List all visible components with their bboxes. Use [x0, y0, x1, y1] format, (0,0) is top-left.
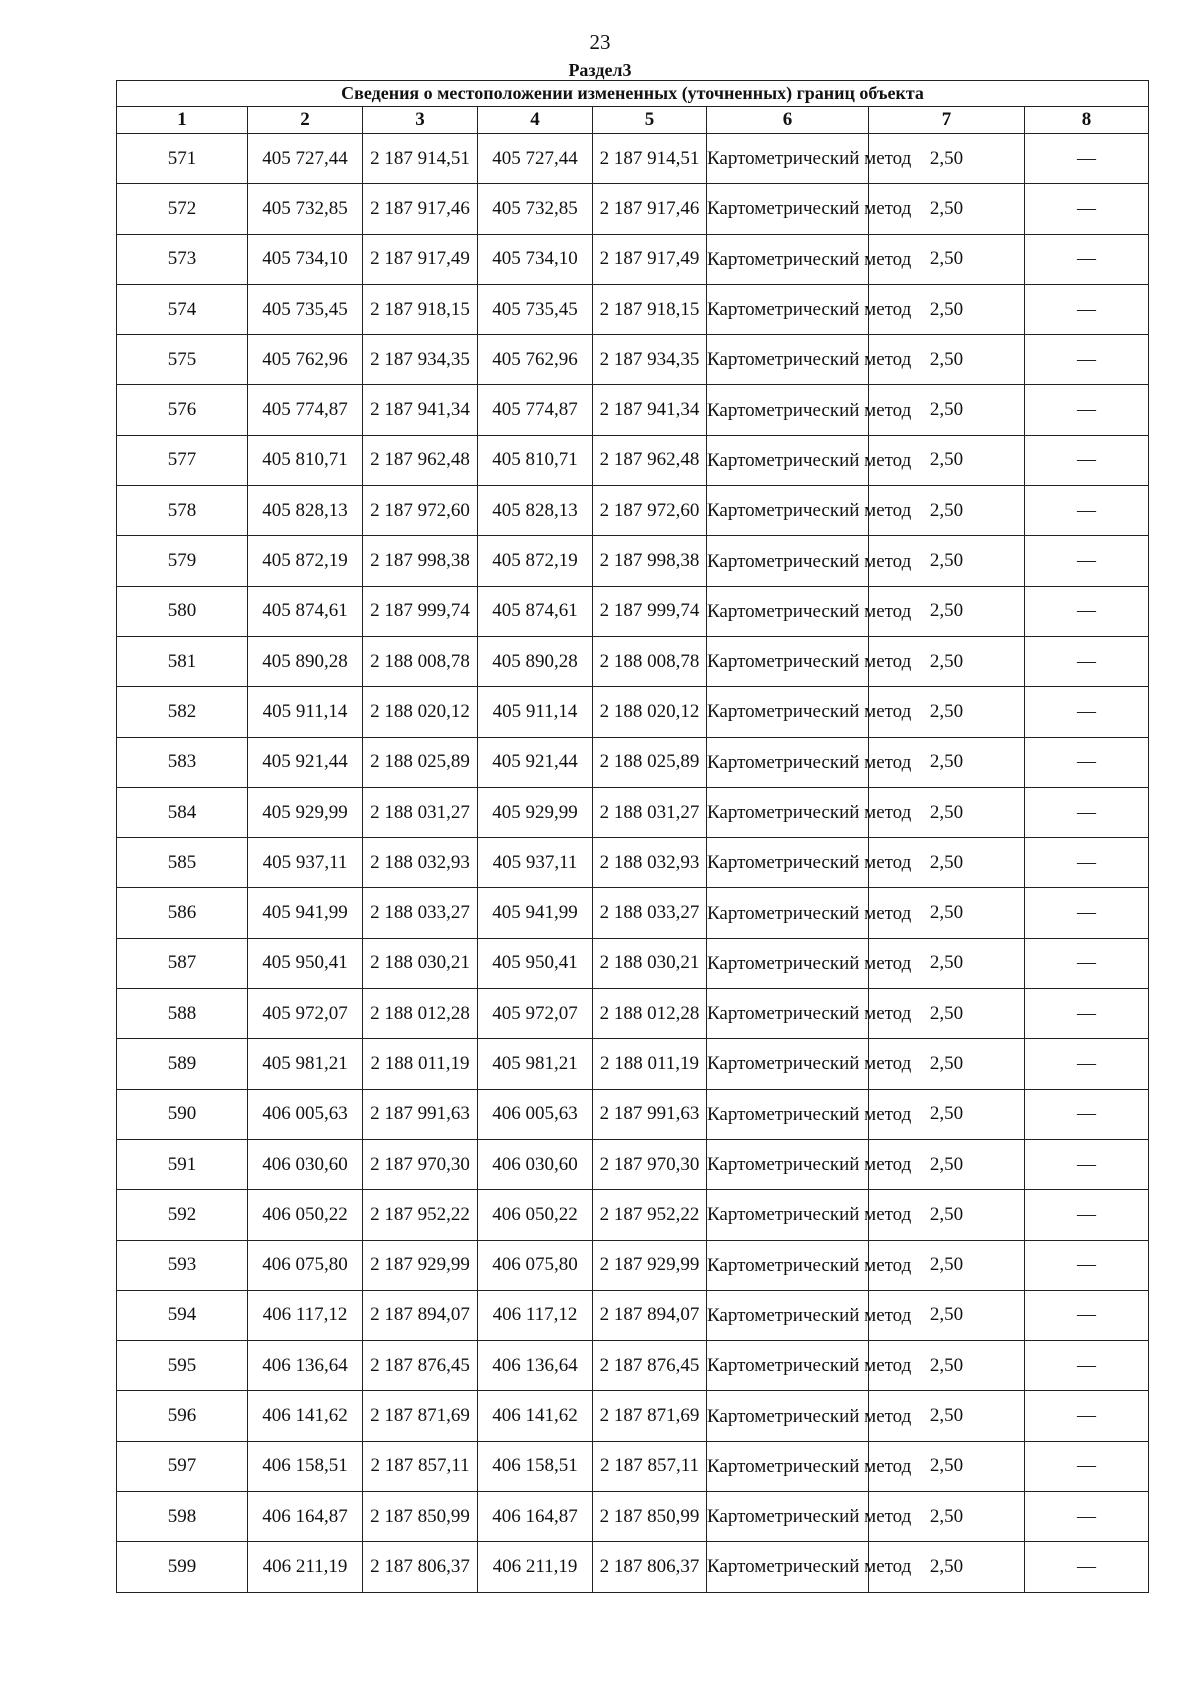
- table-row: [117, 838, 1149, 888]
- x-refined-cell: 405 828,13: [478, 486, 593, 536]
- y-refined-cell: 2 188 020,12: [593, 687, 707, 737]
- x-refined-cell: 406 211,19: [478, 1542, 593, 1592]
- x-refined-cell: 405 774,87: [478, 385, 593, 435]
- method-cell: Картометрический метод: [707, 1089, 869, 1139]
- point-number-cell: 590: [117, 1089, 248, 1139]
- y-existing-cell: 2 187 806,37: [363, 1542, 478, 1592]
- x-refined-cell: 405 950,41: [478, 938, 593, 988]
- y-refined-cell: 2 187 871,69: [593, 1391, 707, 1441]
- x-refined-cell: 405 762,96: [478, 335, 593, 385]
- y-existing-cell: 2 187 850,99: [363, 1492, 478, 1542]
- y-existing-cell: 2 188 031,27: [363, 787, 478, 837]
- y-existing-cell: 2 187 914,51: [363, 134, 478, 184]
- column-header: 5: [593, 107, 707, 134]
- y-refined-cell: 2 188 011,19: [593, 1039, 707, 1089]
- y-refined-cell: 2 187 857,11: [593, 1441, 707, 1491]
- accuracy-cell: 2,50: [869, 1341, 1025, 1391]
- method-cell: Картометрический метод: [707, 1341, 869, 1391]
- table-row: [117, 435, 1149, 485]
- x-refined-cell: 406 158,51: [478, 1441, 593, 1491]
- x-existing-cell: 405 810,71: [248, 435, 363, 485]
- table-row: [117, 486, 1149, 536]
- method-cell: Картометрический метод: [707, 888, 869, 938]
- method-cell: Картометрический метод: [707, 1039, 869, 1089]
- x-existing-cell: 406 158,51: [248, 1441, 363, 1491]
- x-refined-cell: 406 136,64: [478, 1341, 593, 1391]
- column-header: 8: [1025, 107, 1149, 134]
- accuracy-cell: 2,50: [869, 1039, 1025, 1089]
- accuracy-cell: 2,50: [869, 737, 1025, 787]
- accuracy-cell: 2,50: [869, 134, 1025, 184]
- note-cell: —: [1025, 486, 1149, 536]
- point-number-cell: 581: [117, 636, 248, 686]
- y-existing-cell: 2 188 020,12: [363, 687, 478, 737]
- point-number-cell: 575: [117, 335, 248, 385]
- accuracy-cell: 2,50: [869, 536, 1025, 586]
- method-cell: Картометрический метод: [707, 1290, 869, 1340]
- x-existing-cell: 405 774,87: [248, 385, 363, 435]
- x-existing-cell: 405 941,99: [248, 888, 363, 938]
- point-number-cell: 592: [117, 1190, 248, 1240]
- x-existing-cell: 405 872,19: [248, 536, 363, 586]
- method-cell: Картометрический метод: [707, 586, 869, 636]
- accuracy-cell: 2,50: [869, 184, 1025, 234]
- point-number-cell: 578: [117, 486, 248, 536]
- y-refined-cell: 2 187 934,35: [593, 335, 707, 385]
- y-refined-cell: 2 187 998,38: [593, 536, 707, 586]
- y-existing-cell: 2 188 030,21: [363, 938, 478, 988]
- table-row: [117, 737, 1149, 787]
- note-cell: —: [1025, 1441, 1149, 1491]
- y-existing-cell: 2 188 012,28: [363, 989, 478, 1039]
- accuracy-cell: 2,50: [869, 636, 1025, 686]
- x-existing-cell: 406 136,64: [248, 1341, 363, 1391]
- method-cell: Картометрический метод: [707, 989, 869, 1039]
- x-refined-cell: 405 921,44: [478, 737, 593, 787]
- column-header: 1: [117, 107, 248, 134]
- y-refined-cell: 2 187 914,51: [593, 134, 707, 184]
- x-existing-cell: 405 727,44: [248, 134, 363, 184]
- point-number-cell: 594: [117, 1290, 248, 1340]
- note-cell: —: [1025, 1391, 1149, 1441]
- note-cell: —: [1025, 234, 1149, 284]
- point-number-cell: 571: [117, 134, 248, 184]
- note-cell: —: [1025, 787, 1149, 837]
- y-existing-cell: 2 188 033,27: [363, 888, 478, 938]
- accuracy-cell: 2,50: [869, 1240, 1025, 1290]
- table-row: [117, 938, 1149, 988]
- y-existing-cell: 2 187 999,74: [363, 586, 478, 636]
- note-cell: —: [1025, 636, 1149, 686]
- note-cell: —: [1025, 989, 1149, 1039]
- note-cell: —: [1025, 1139, 1149, 1189]
- accuracy-cell: 2,50: [869, 1290, 1025, 1340]
- page-number: 23: [589, 30, 611, 54]
- table-row: [117, 636, 1149, 686]
- x-refined-cell: 405 734,10: [478, 234, 593, 284]
- y-refined-cell: 2 187 806,37: [593, 1542, 707, 1592]
- y-existing-cell: 2 187 991,63: [363, 1089, 478, 1139]
- x-refined-cell: 405 972,07: [478, 989, 593, 1039]
- accuracy-cell: 2,50: [869, 838, 1025, 888]
- accuracy-cell: 2,50: [869, 435, 1025, 485]
- note-cell: —: [1025, 737, 1149, 787]
- point-number-cell: 599: [117, 1542, 248, 1592]
- method-cell: Картометрический метод: [707, 787, 869, 837]
- column-header: 4: [478, 107, 593, 134]
- y-refined-cell: 2 188 008,78: [593, 636, 707, 686]
- note-cell: —: [1025, 1190, 1149, 1240]
- accuracy-cell: 2,50: [869, 385, 1025, 435]
- method-cell: Картометрический метод: [707, 134, 869, 184]
- y-refined-cell: 2 187 972,60: [593, 486, 707, 536]
- x-refined-cell: 405 981,21: [478, 1039, 593, 1089]
- note-cell: —: [1025, 687, 1149, 737]
- y-refined-cell: 2 187 917,49: [593, 234, 707, 284]
- x-existing-cell: 406 164,87: [248, 1492, 363, 1542]
- table-row: [117, 234, 1149, 284]
- column-header: 2: [248, 107, 363, 134]
- note-cell: —: [1025, 184, 1149, 234]
- x-existing-cell: 405 921,44: [248, 737, 363, 787]
- table-row: [117, 1190, 1149, 1240]
- table-row: [117, 1492, 1149, 1542]
- x-existing-cell: 406 050,22: [248, 1190, 363, 1240]
- y-refined-cell: 2 187 991,63: [593, 1089, 707, 1139]
- point-number-cell: 587: [117, 938, 248, 988]
- x-existing-cell: 405 981,21: [248, 1039, 363, 1089]
- accuracy-cell: 2,50: [869, 687, 1025, 737]
- column-header: 6: [707, 107, 869, 134]
- x-existing-cell: 406 005,63: [248, 1089, 363, 1139]
- x-existing-cell: 405 762,96: [248, 335, 363, 385]
- x-existing-cell: 405 911,14: [248, 687, 363, 737]
- table-row: [117, 1039, 1149, 1089]
- x-existing-cell: 405 972,07: [248, 989, 363, 1039]
- y-refined-cell: 2 187 850,99: [593, 1492, 707, 1542]
- x-refined-cell: 406 164,87: [478, 1492, 593, 1542]
- y-refined-cell: 2 188 025,89: [593, 737, 707, 787]
- method-cell: Картометрический метод: [707, 1139, 869, 1189]
- y-refined-cell: 2 187 962,48: [593, 435, 707, 485]
- point-number-cell: 595: [117, 1341, 248, 1391]
- column-header: 3: [363, 107, 478, 134]
- x-refined-cell: 406 005,63: [478, 1089, 593, 1139]
- y-refined-cell: 2 188 032,93: [593, 838, 707, 888]
- y-existing-cell: 2 187 998,38: [363, 536, 478, 586]
- note-cell: —: [1025, 536, 1149, 586]
- method-cell: Картометрический метод: [707, 1240, 869, 1290]
- accuracy-cell: 2,50: [869, 989, 1025, 1039]
- x-existing-cell: 406 117,12: [248, 1290, 363, 1340]
- point-number-cell: 580: [117, 586, 248, 636]
- method-cell: Картометрический метод: [707, 687, 869, 737]
- x-refined-cell: 405 872,19: [478, 536, 593, 586]
- x-refined-cell: 405 874,61: [478, 586, 593, 636]
- x-refined-cell: 405 941,99: [478, 888, 593, 938]
- point-number-cell: 596: [117, 1391, 248, 1441]
- point-number-cell: 577: [117, 435, 248, 485]
- note-cell: —: [1025, 938, 1149, 988]
- point-number-cell: 576: [117, 385, 248, 435]
- x-existing-cell: 405 828,13: [248, 486, 363, 536]
- x-existing-cell: 405 929,99: [248, 787, 363, 837]
- method-cell: Картометрический метод: [707, 184, 869, 234]
- point-number-cell: 579: [117, 536, 248, 586]
- point-number-cell: 588: [117, 989, 248, 1039]
- y-existing-cell: 2 187 962,48: [363, 435, 478, 485]
- x-refined-cell: 406 117,12: [478, 1290, 593, 1340]
- method-cell: Картометрический метод: [707, 737, 869, 787]
- table-title-row: [117, 81, 1149, 107]
- x-existing-cell: 406 141,62: [248, 1391, 363, 1441]
- x-refined-cell: 405 727,44: [478, 134, 593, 184]
- method-cell: Картометрический метод: [707, 486, 869, 536]
- method-cell: Картометрический метод: [707, 1190, 869, 1240]
- x-existing-cell: 405 950,41: [248, 938, 363, 988]
- table-row: [117, 134, 1149, 184]
- table-row: [117, 687, 1149, 737]
- table-row: [117, 284, 1149, 334]
- x-refined-cell: 405 937,11: [478, 838, 593, 888]
- method-cell: Картометрический метод: [707, 536, 869, 586]
- accuracy-cell: 2,50: [869, 938, 1025, 988]
- y-refined-cell: 2 187 970,30: [593, 1139, 707, 1189]
- y-refined-cell: 2 187 929,99: [593, 1240, 707, 1290]
- point-number-cell: 583: [117, 737, 248, 787]
- note-cell: —: [1025, 385, 1149, 435]
- x-existing-cell: 406 030,60: [248, 1139, 363, 1189]
- y-refined-cell: 2 187 952,22: [593, 1190, 707, 1240]
- x-refined-cell: 405 929,99: [478, 787, 593, 837]
- note-cell: —: [1025, 1089, 1149, 1139]
- y-refined-cell: 2 188 012,28: [593, 989, 707, 1039]
- y-refined-cell: 2 188 033,27: [593, 888, 707, 938]
- y-refined-cell: 2 187 876,45: [593, 1341, 707, 1391]
- y-refined-cell: 2 187 917,46: [593, 184, 707, 234]
- x-existing-cell: 405 874,61: [248, 586, 363, 636]
- y-existing-cell: 2 187 972,60: [363, 486, 478, 536]
- y-existing-cell: 2 188 008,78: [363, 636, 478, 686]
- point-number-cell: 591: [117, 1139, 248, 1189]
- y-existing-cell: 2 187 894,07: [363, 1290, 478, 1340]
- method-cell: Картометрический метод: [707, 1441, 869, 1491]
- x-refined-cell: 406 030,60: [478, 1139, 593, 1189]
- table-row: [117, 1441, 1149, 1491]
- table-row: [117, 1542, 1149, 1592]
- x-existing-cell: 405 732,85: [248, 184, 363, 234]
- accuracy-cell: 2,50: [869, 1391, 1025, 1441]
- x-refined-cell: 405 911,14: [478, 687, 593, 737]
- accuracy-cell: 2,50: [869, 1089, 1025, 1139]
- x-existing-cell: 406 211,19: [248, 1542, 363, 1592]
- accuracy-cell: 2,50: [869, 284, 1025, 334]
- point-number-cell: 598: [117, 1492, 248, 1542]
- method-cell: Картометрический метод: [707, 335, 869, 385]
- y-refined-cell: 2 187 999,74: [593, 586, 707, 636]
- table-row: [117, 1240, 1149, 1290]
- method-cell: Картометрический метод: [707, 385, 869, 435]
- method-cell: Картометрический метод: [707, 636, 869, 686]
- method-cell: Картометрический метод: [707, 435, 869, 485]
- method-cell: Картометрический метод: [707, 838, 869, 888]
- x-existing-cell: 405 890,28: [248, 636, 363, 686]
- note-cell: —: [1025, 335, 1149, 385]
- accuracy-cell: 2,50: [869, 486, 1025, 536]
- note-cell: —: [1025, 1492, 1149, 1542]
- y-existing-cell: 2 187 871,69: [363, 1391, 478, 1441]
- point-number-cell: 593: [117, 1240, 248, 1290]
- table-row: [117, 888, 1149, 938]
- table-row: [117, 184, 1149, 234]
- accuracy-cell: 2,50: [869, 1139, 1025, 1189]
- note-cell: —: [1025, 838, 1149, 888]
- point-number-cell: 574: [117, 284, 248, 334]
- y-existing-cell: 2 188 025,89: [363, 737, 478, 787]
- note-cell: —: [1025, 586, 1149, 636]
- note-cell: —: [1025, 1542, 1149, 1592]
- column-number-row: [117, 107, 1149, 134]
- y-existing-cell: 2 187 857,11: [363, 1441, 478, 1491]
- accuracy-cell: 2,50: [869, 888, 1025, 938]
- note-cell: —: [1025, 1290, 1149, 1340]
- table-row: [117, 536, 1149, 586]
- y-existing-cell: 2 187 876,45: [363, 1341, 478, 1391]
- y-existing-cell: 2 187 918,15: [363, 284, 478, 334]
- point-number-cell: 585: [117, 838, 248, 888]
- x-existing-cell: 406 075,80: [248, 1240, 363, 1290]
- note-cell: —: [1025, 1341, 1149, 1391]
- x-refined-cell: 405 732,85: [478, 184, 593, 234]
- y-existing-cell: 2 187 917,49: [363, 234, 478, 284]
- y-refined-cell: 2 187 918,15: [593, 284, 707, 334]
- y-existing-cell: 2 187 929,99: [363, 1240, 478, 1290]
- note-cell: —: [1025, 888, 1149, 938]
- note-cell: —: [1025, 134, 1149, 184]
- accuracy-cell: 2,50: [869, 1441, 1025, 1491]
- table-row: [117, 989, 1149, 1039]
- x-refined-cell: 406 141,62: [478, 1391, 593, 1441]
- note-cell: —: [1025, 435, 1149, 485]
- accuracy-cell: 2,50: [869, 1542, 1025, 1592]
- table-row: [117, 1341, 1149, 1391]
- method-cell: Картометрический метод: [707, 938, 869, 988]
- x-refined-cell: 405 890,28: [478, 636, 593, 686]
- accuracy-cell: 2,50: [869, 234, 1025, 284]
- method-cell: Картометрический метод: [707, 1492, 869, 1542]
- y-existing-cell: 2 187 934,35: [363, 335, 478, 385]
- point-number-cell: 584: [117, 787, 248, 837]
- x-existing-cell: 405 937,11: [248, 838, 363, 888]
- y-refined-cell: 2 187 894,07: [593, 1290, 707, 1340]
- point-number-cell: 573: [117, 234, 248, 284]
- y-refined-cell: 2 187 941,34: [593, 385, 707, 435]
- accuracy-cell: 2,50: [869, 586, 1025, 636]
- table-row: [117, 1290, 1149, 1340]
- column-header: 7: [869, 107, 1025, 134]
- point-number-cell: 572: [117, 184, 248, 234]
- y-existing-cell: 2 187 917,46: [363, 184, 478, 234]
- point-number-cell: 582: [117, 687, 248, 737]
- y-existing-cell: 2 187 952,22: [363, 1190, 478, 1240]
- method-cell: Картометрический метод: [707, 1542, 869, 1592]
- method-cell: Картометрический метод: [707, 234, 869, 284]
- boundary-coordinates-table: [116, 80, 1149, 1593]
- table-row: [117, 1139, 1149, 1189]
- y-refined-cell: 2 188 031,27: [593, 787, 707, 837]
- y-existing-cell: 2 188 032,93: [363, 838, 478, 888]
- section-label: Раздел3: [568, 60, 632, 80]
- accuracy-cell: 2,50: [869, 787, 1025, 837]
- point-number-cell: 589: [117, 1039, 248, 1089]
- y-existing-cell: 2 187 941,34: [363, 385, 478, 435]
- table-row: [117, 586, 1149, 636]
- y-refined-cell: 2 188 030,21: [593, 938, 707, 988]
- x-refined-cell: 406 050,22: [478, 1190, 593, 1240]
- accuracy-cell: 2,50: [869, 1190, 1025, 1240]
- y-existing-cell: 2 187 970,30: [363, 1139, 478, 1189]
- table-row: [117, 385, 1149, 435]
- table-row: [117, 335, 1149, 385]
- x-refined-cell: 406 075,80: [478, 1240, 593, 1290]
- x-refined-cell: 405 735,45: [478, 284, 593, 334]
- x-refined-cell: 405 810,71: [478, 435, 593, 485]
- method-cell: Картометрический метод: [707, 1391, 869, 1441]
- accuracy-cell: 2,50: [869, 335, 1025, 385]
- table-title: Сведения о местоположении измененных (уточненных) границ объекта: [117, 81, 1149, 107]
- note-cell: —: [1025, 1039, 1149, 1089]
- y-existing-cell: 2 188 011,19: [363, 1039, 478, 1089]
- table-row: [117, 787, 1149, 837]
- point-number-cell: 597: [117, 1441, 248, 1491]
- note-cell: —: [1025, 1240, 1149, 1290]
- point-number-cell: 586: [117, 888, 248, 938]
- accuracy-cell: 2,50: [869, 1492, 1025, 1542]
- note-cell: —: [1025, 284, 1149, 334]
- table-row: [117, 1391, 1149, 1441]
- table-row: [117, 1089, 1149, 1139]
- x-existing-cell: 405 734,10: [248, 234, 363, 284]
- x-existing-cell: 405 735,45: [248, 284, 363, 334]
- method-cell: Картометрический метод: [707, 284, 869, 334]
